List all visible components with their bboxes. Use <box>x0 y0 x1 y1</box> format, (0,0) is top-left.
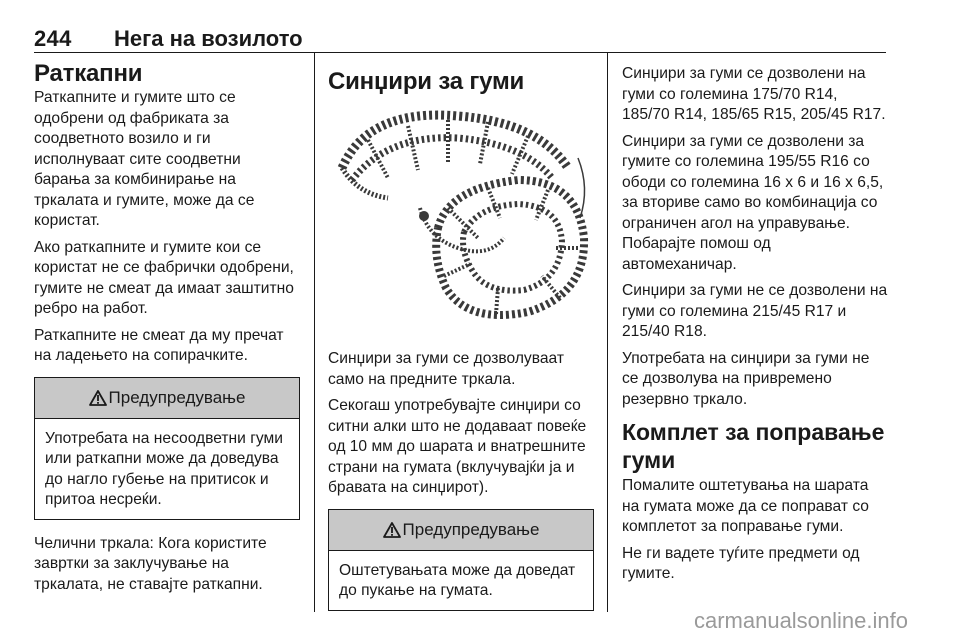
section-title-repair-kit: Комплет за поправање гуми <box>622 419 885 473</box>
paragraph: Помалите оштетувања на шарата на гумата може да се поправат со комплетот за поправање гуми. <box>622 477 869 535</box>
paragraph: Употребата на синџири за гуми не се дозволува на привремено резервно тркало. <box>622 349 870 408</box>
warning-header <box>35 378 299 419</box>
warning-header <box>329 510 593 551</box>
section-title-snow-chains: Синџири за гуми <box>328 68 525 95</box>
warning-box <box>34 377 300 520</box>
snow-chains-illustration <box>328 98 594 334</box>
warning-title: Предупредување <box>402 519 540 539</box>
paragraph: Секогаш употребувајте синџири со ситни алки што не додаваат повеќе од 10 мм до шарата и внатрешните страни на гумата (вклучувајќи ја и бравата на синџирот). <box>328 397 587 496</box>
warning-body <box>329 551 593 610</box>
paragraph: Ако раткапните и гумите кои се користат не се фабрички одобрени, гумите не смеат да имаат заштитно ребро на работ. <box>34 238 294 317</box>
section-title-hubcaps: Раткапни <box>34 60 143 87</box>
paragraph: Синџири за гуми не се дозволени на гуми со големина 215/45 R17 и 215/40 R18. <box>622 282 888 340</box>
paragraph: Не ги вадете туѓите предмети од гумите. <box>622 544 860 582</box>
warning-body <box>35 419 299 519</box>
paragraph: Синџири за гуми се дозволени на гуми со големина 175/70 R14, 185/70 R14, 185/65 R15, 205/45 R17. <box>622 65 886 123</box>
paragraph: Раткапните не смеат да му пречат на ладењето на сопирачките. <box>34 326 284 364</box>
paragraph: Челични тркала: Кога користите завртки за заклучување на тркалата, не ставајте раткапни. <box>34 534 267 593</box>
column-hubcaps <box>34 60 300 601</box>
page-header <box>34 26 886 53</box>
column-snow-chains <box>328 60 594 625</box>
warning-triangle-icon <box>89 390 107 406</box>
page-number: 244 <box>34 26 72 51</box>
column-divider-2 <box>607 52 608 612</box>
paragraph: Раткапните и гумите што се одобрени од фабриката за соодветното возило и ги исполнуваат сите соодветни барања за комбинирање на тркалата и гумите, може да се користат. <box>34 89 255 229</box>
warning-text: Оштетувањата може да доведат до пукање на гумата. <box>339 561 576 599</box>
warning-box <box>328 509 594 611</box>
watermark: carmanualsonline.info <box>693 608 908 633</box>
warning-title: Предупредување <box>108 387 246 407</box>
warning-triangle-icon <box>383 522 401 538</box>
paragraph: Синџири за гуми се дозволени за гумите со големина 195/55 R16 со ободи со големина 16 x 6 и 16 x 6,5, за вториве само во комбинација со ограничен агол на управување. Побарајте помош од автомеханичар. <box>622 132 884 273</box>
paragraph: Синџири за гуми се дозволуваат само на предните тркала. <box>328 350 564 388</box>
chapter-title: Нега на возилото <box>114 26 303 51</box>
column-divider-1 <box>314 52 315 612</box>
column-tyre-sizes <box>622 64 888 591</box>
warning-text: Употребата на несоодветни гуми или раткапни може да доведува до нагло губење на притисок и притоа несреќи. <box>45 429 283 508</box>
